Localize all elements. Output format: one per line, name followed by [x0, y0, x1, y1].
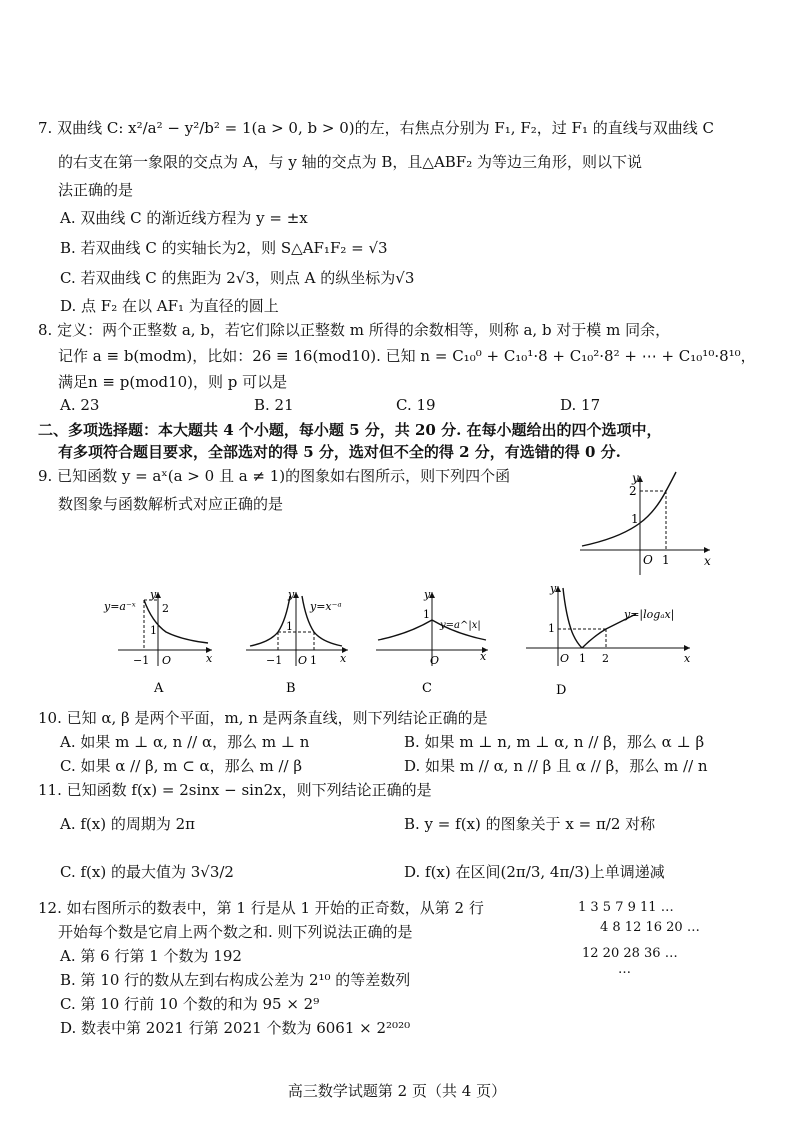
graph-c-x-label: x [480, 650, 487, 663]
main-tick-y2: 2 [629, 484, 637, 498]
q9-graph-a [100, 588, 230, 698]
page-footer: 高三数学试题第 2 页（共 4 页） [287, 1082, 507, 1100]
graph-a-tick-2: 2 [162, 602, 169, 615]
q12-option-a: A. 第 6 行第 1 个数为 192 [60, 947, 242, 965]
main-x-label: x [704, 554, 711, 568]
graph-b-letter: B [286, 681, 296, 696]
main-tick-y1: 1 [631, 512, 639, 526]
q10-stem: 10. 已知 α, β 是两个平面，m, n 是两条直线，则下列结论正确的是 [38, 709, 488, 727]
section2-heading-2: 有多项符合题目要求，全部选对的得 5 分，选对但不全的得 2 分，有选错的得 0 分. [58, 443, 621, 461]
q9-line-1: 9. 已知函数 y = aˣ(a > 0 且 a ≠ 1)的图象如右图所示，则下列四个函 [38, 467, 511, 485]
q7-line-3: 法正确的是 [58, 181, 134, 199]
q7-option-a: A. 双曲线 C 的渐近线方程为 y = ±x [60, 209, 308, 227]
graph-c-letter: C [422, 681, 432, 696]
q7-option-b: B. 若双曲线 C 的实轴长为2，则 S△AF₁F₂ = √3 [60, 239, 388, 257]
q9-graph-b [240, 588, 360, 698]
q8-line-1: 8. 定义：两个正整数 a, b，若它们除以正整数 m 所得的余数相等，则称 a, b 对于模 m 同余， [38, 321, 671, 339]
q11-option-a: A. f(x) 的周期为 2π [60, 815, 196, 833]
q11-option-b: B. y = f(x) 的图象关于 x = π/2 对称 [404, 815, 656, 833]
q12-option-c: C. 第 10 行前 10 个数的和为 95 × 2⁹ [60, 995, 320, 1013]
table-row-3: 12 20 28 36 … [582, 946, 678, 961]
q12-line-2: 开始每个数是它肩上两个数之和. 则下列说法正确的是 [58, 923, 413, 941]
q12-option-d: D. 数表中第 2021 行第 2021 个数为 6061 × 2²⁰²⁰ [60, 1019, 411, 1037]
q7-line-2: 的右支在第一象限的交点为 A，与 y 轴的交点为 B，且△ABF₂ 为等边三角形，则以下说 [58, 153, 642, 171]
graph-d-letter: D [556, 683, 567, 698]
q9-graph-c [372, 588, 496, 698]
graph-d-tick-x1: 1 [579, 652, 586, 665]
q11-option-c: C. f(x) 的最大值为 3√3/2 [60, 863, 234, 881]
q12-line-1: 12. 如右图所示的数表中，第 1 行是从 1 开始的正奇数，从第 2 行 [38, 899, 484, 917]
graph-b-func: y=x⁻ᵃ [310, 600, 342, 613]
table-row-2: 4 8 12 16 20 … [600, 920, 700, 935]
q7-line-1: 7. 双曲线 C: x²/a² − y²/b² = 1(a > 0, b > 0)的左，右焦点分别为 F₁, F₂，过 F₁ 的直线与双曲线 C [38, 119, 714, 137]
main-tick-x1: 1 [662, 553, 670, 567]
main-origin: O [643, 553, 653, 567]
q12-number-table [578, 898, 718, 978]
q7-option-c: C. 若双曲线 C 的焦距为 2√3，则点 A 的纵坐标为√3 [60, 269, 415, 287]
main-y-label: y [632, 471, 639, 485]
graph-d-tick-x2: 2 [602, 652, 609, 665]
q8-option-c: C. 19 [396, 396, 436, 414]
q9-graph-d [520, 582, 700, 700]
q7-option-d: D. 点 F₂ 在以 AF₁ 为直径的圆上 [60, 297, 279, 315]
table-row-4: … [618, 962, 631, 977]
q11-option-d: D. f(x) 在区间(2π/3, 4π/3)上单调递减 [404, 863, 665, 881]
graph-b-tick-pos1: 1 [310, 654, 317, 667]
q10-option-c: C. 如果 α // β, m ⊂ α，那么 m // β [60, 757, 302, 775]
graph-b-x-label: x [340, 652, 347, 665]
graph-a-origin: O [162, 654, 172, 667]
graph-d-x-label: x [684, 652, 691, 665]
graph-a-func: y=a⁻ˣ [104, 600, 136, 613]
curve-left [250, 596, 290, 646]
graph-d-y-label: y [550, 582, 557, 595]
graph-a-tick-1: 1 [150, 624, 157, 637]
graph-c-tick-1: 1 [423, 608, 430, 621]
x-axis-arrow [684, 645, 690, 651]
q10-option-b: B. 如果 m ⊥ n, m ⊥ α, n // β，那么 α ⊥ β [404, 733, 705, 751]
curve-left [378, 620, 432, 640]
graph-b-origin: O [298, 654, 308, 667]
q8-option-d: D. 17 [560, 396, 601, 414]
graph-a-tick-neg1: −1 [133, 654, 150, 667]
graph-b-y-label: y [288, 588, 295, 601]
q9-main-graph [570, 470, 720, 580]
graph-a-y-label: y [150, 588, 157, 601]
curve-left [563, 588, 582, 648]
graph-c-y-label: y [424, 588, 431, 601]
graph-d-tick-y1: 1 [548, 622, 555, 635]
graph-d-origin: O [560, 652, 570, 665]
graph-a-letter: A [154, 681, 164, 696]
q8-line-3: 满足n ≡ p(mod10)，则 p 可以是 [58, 373, 288, 391]
q8-line-2: 记作 a ≡ b(modm)，比如：26 ≡ 16(mod10). 已知 n = C₁₀⁰ + C₁₀¹·8 + C₁₀²·8² + ⋯ + C₁₀¹⁰·8¹⁰， [58, 347, 756, 365]
graph-c-origin: O [430, 654, 440, 667]
graph-a-x-label: x [206, 652, 213, 665]
graph-b-tick-1: 1 [286, 620, 293, 633]
q12-option-b: B. 第 10 行的数从左到右构成公差为 2¹⁰ 的等差数列 [60, 971, 411, 989]
graph-d-func: y=|logₐx| [624, 608, 675, 621]
q8-option-a: A. 23 [60, 396, 100, 414]
x-axis-arrow [704, 547, 710, 553]
q11-stem: 11. 已知函数 f(x) = 2sinx − sin2x，则下列结论正确的是 [38, 781, 432, 799]
section2-heading-1: 二、多项选择题：本大题共 4 个小题，每小题 5 分，共 20 分. 在每小题给出的四个选项中， [38, 421, 662, 439]
graph-b-tick-neg1: −1 [266, 654, 283, 667]
graph-c-func: y=a^|x| [440, 620, 481, 631]
q10-option-a: A. 如果 m ⊥ α, n // α，那么 m ⊥ n [60, 733, 310, 751]
q8-option-b: B. 21 [254, 396, 294, 414]
table-row-1: 1 3 5 7 9 11 … [578, 900, 674, 915]
q9-line-2: 数图象与函数解析式对应正确的是 [58, 495, 284, 513]
q10-option-d: D. 如果 m // α, n // β 且 α // β，那么 m // n [404, 757, 708, 775]
